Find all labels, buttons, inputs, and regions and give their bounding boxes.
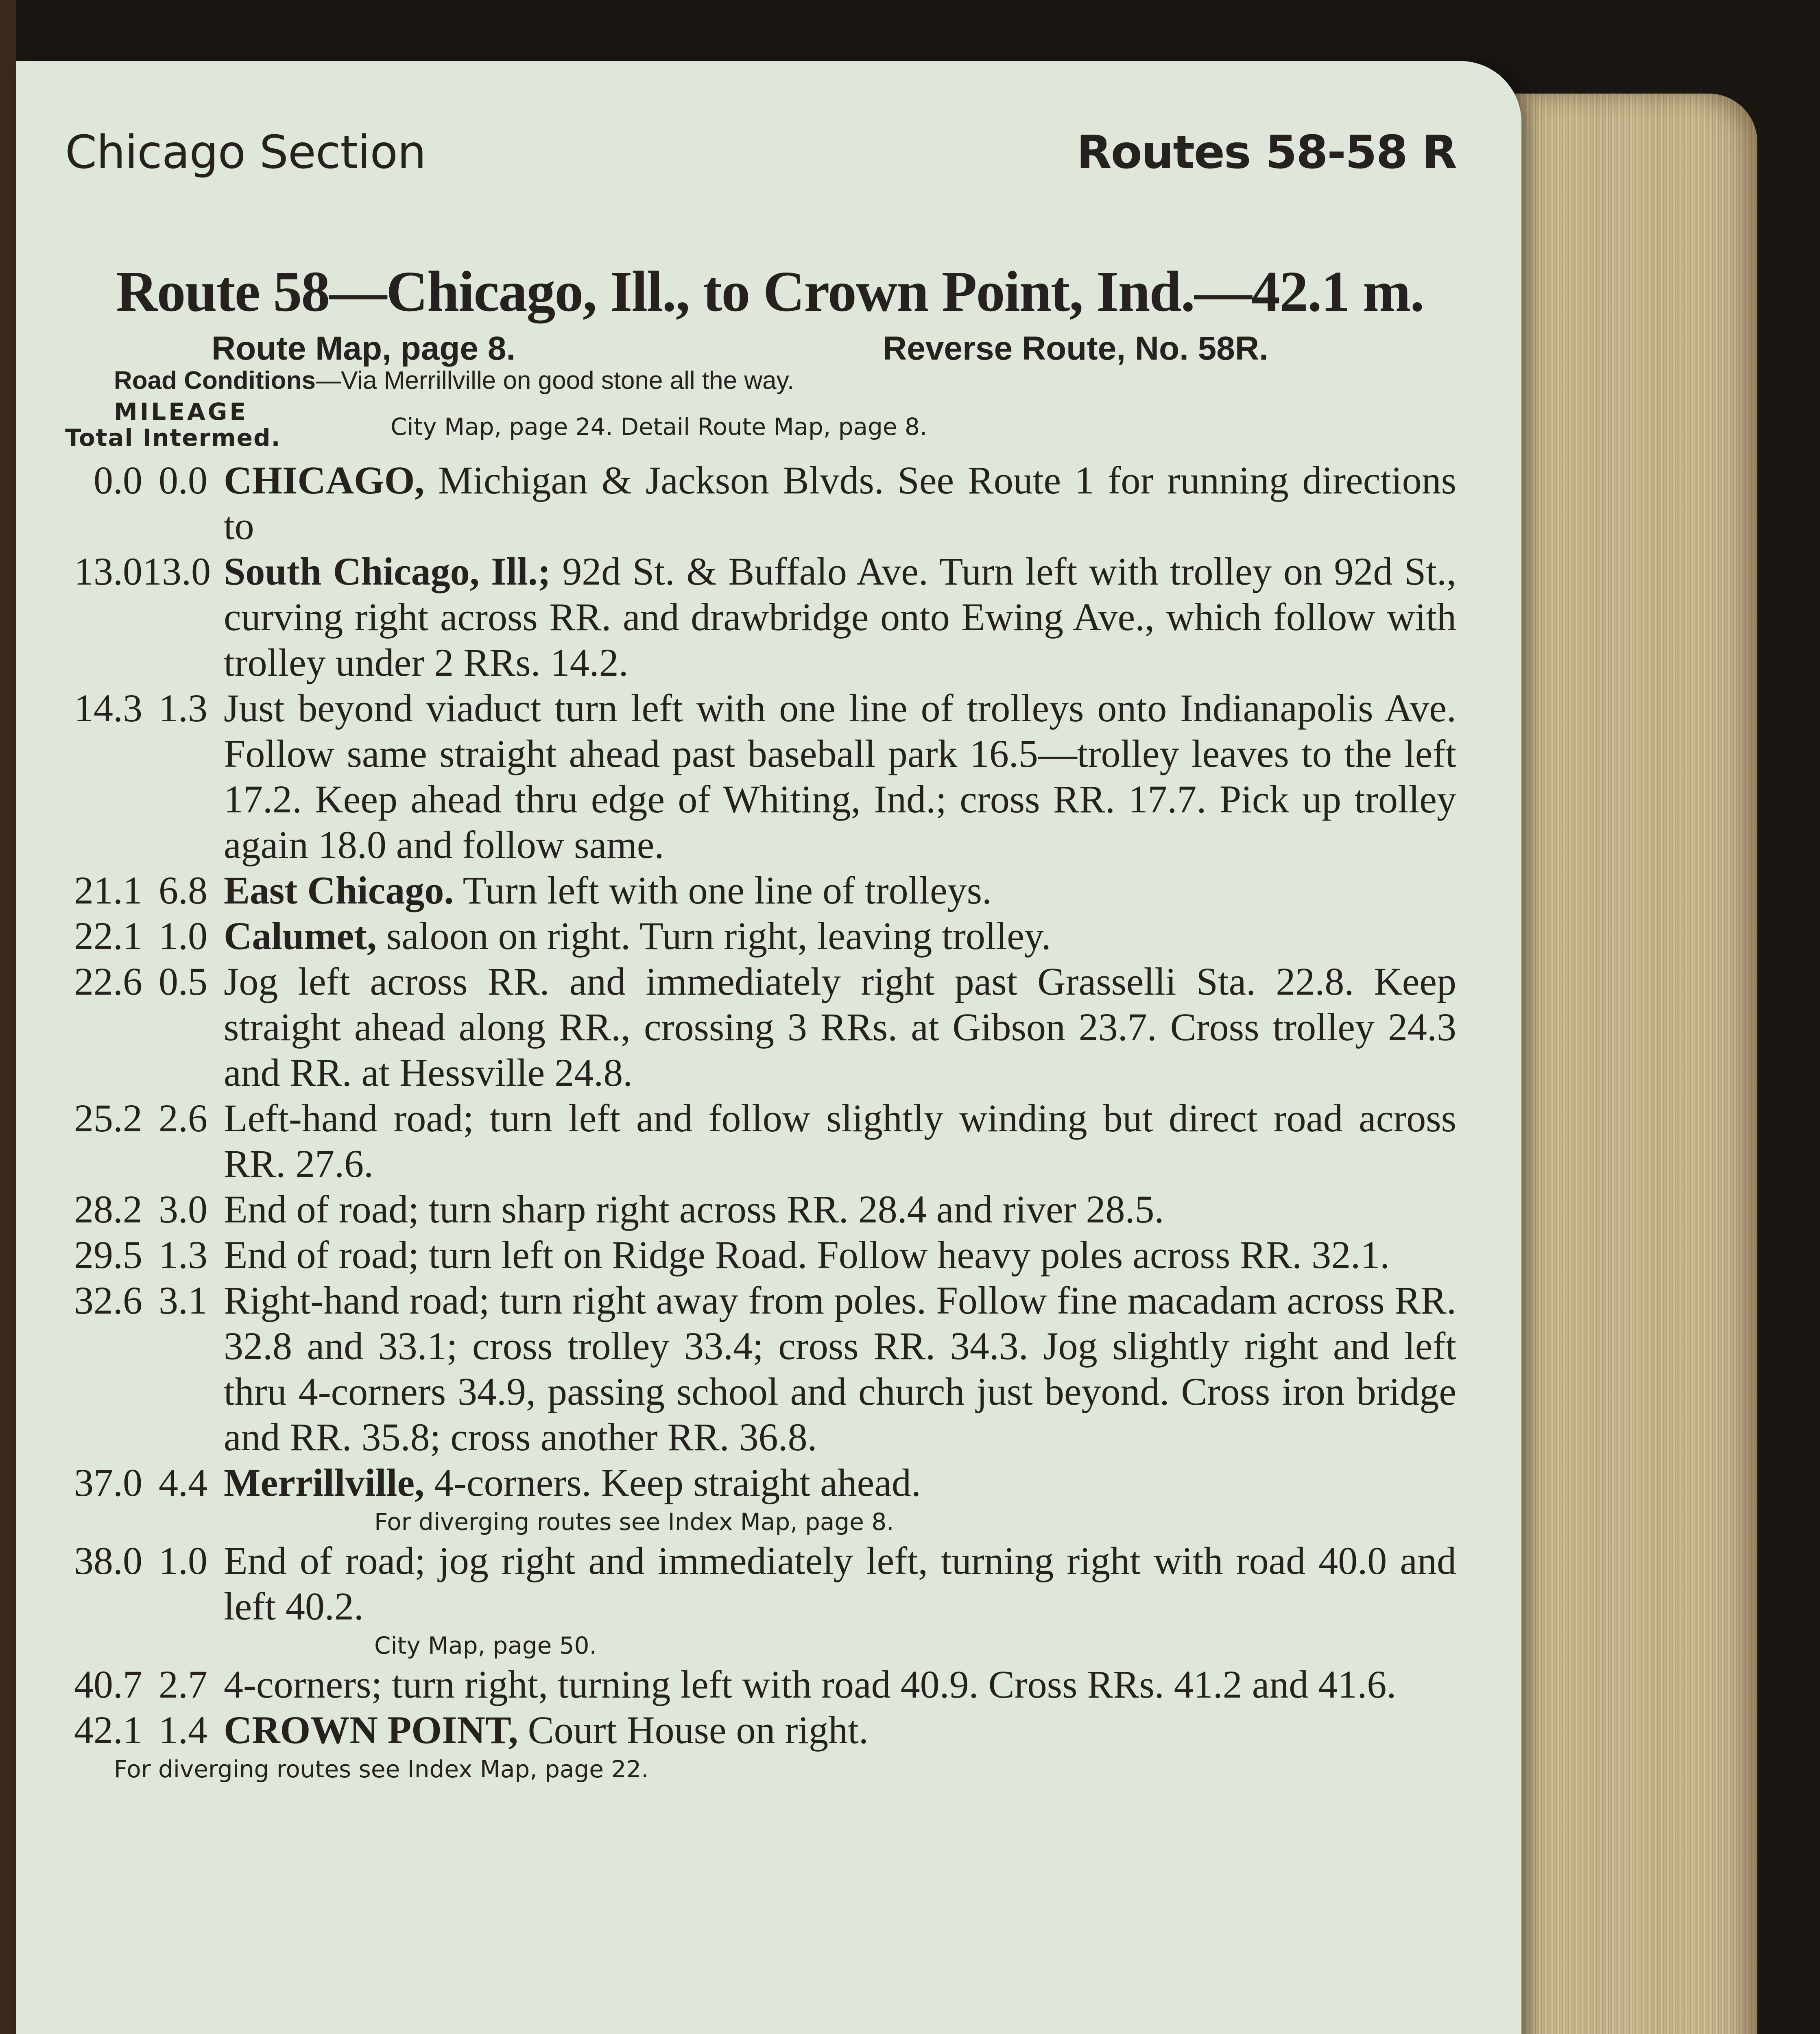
section-header: Chicago Section [65,126,426,179]
intermediate-miles: 1.0 [159,1539,207,1582]
route-58-entry [65,1096,1456,1187]
total-miles: 14.3 [74,686,142,730]
total-miles: 28.2 [74,1187,142,1231]
route-58-city-maps: City Map, page 24. Detail Route Map, page 8. [391,413,927,441]
intermediate-miles: 0.5 [159,960,207,1003]
page-edges [1481,94,1757,2034]
route-58-entry [65,959,1456,1096]
route-58-reverse-ref: Reverse Route, No. 58R. [883,330,1268,367]
intermediate-miles: 0.0 [159,458,207,502]
intermediate-miles: 1.4 [159,1708,207,1752]
entry-text: End of road; turn sharp right across RR. 28.4 and river 28.5. [224,1187,1164,1231]
route-58-entry [65,1232,1456,1278]
intermediate-miles: 3.0 [159,1187,207,1231]
total-miles: 42.1 [74,1708,142,1752]
entry-text: Jog left across RR. and immediately right past Grasselli Sta. 22.8. Keep straight ahead along RR., crossing 3 RRs. at Gibson 23.7. Cross trolley 24.3 and RR. at Hessville 24.8. [224,960,1456,1094]
entry-text: East Chicago. Turn left with one line of trolleys. [224,869,992,912]
city-map-note: City Map, page 50. [374,1632,597,1659]
route-58-entry [65,1662,1456,1707]
entry-text: Left-hand road; turn left and follow slightly winding but direct road across RR. 27.6. [224,1096,1456,1185]
intermediate-miles: 1.0 [159,914,207,958]
route-58-entry [65,1538,1456,1629]
route-58-entry [65,1187,1456,1232]
road-conditions-text: —Via Merrillville on good stone all the way. [315,367,794,395]
total-miles: 25.2 [74,1096,142,1140]
diverging-routes-note: For diverging routes see Index Map, page 8. [374,1508,894,1536]
route-58-entry [65,868,1456,913]
route-58-entry [65,1460,1456,1506]
intermediate-miles: 3.1 [159,1279,207,1322]
intermediate-miles: 4.4 [159,1461,207,1504]
entry-text: Just beyond viaduct turn left with one line of trolleys onto Indianapolis Ave. Follow same straight ahead past baseball park 16.5—trolley leaves to the left 17.2. Keep ahead thru edge of Whiting, Ind.; cross RR. 17.7. Pick up trolley again 18.0 and follow same. [224,686,1456,866]
total-miles: 32.6 [74,1279,142,1322]
route-58-title: Route 58—Chicago, Ill., to Crown Point, Ind.—42.1 m. [116,259,1424,323]
mileage-label: MILEAGE [114,398,248,426]
entry-text: CHICAGO, Michigan & Jackson Blvds. See Route 1 for running directions to [224,458,1456,548]
road-conditions-label: Road Conditions [114,367,316,395]
intermediate-miles: 13.0 [142,550,211,593]
intermediate-miles: 1.3 [159,1233,207,1277]
intermediate-miles: 2.7 [159,1663,207,1706]
total-intermed-label: Total Intermed. [65,424,281,452]
total-miles: 29.5 [74,1233,142,1277]
total-miles: 22.1 [74,914,142,958]
entry-text: South Chicago, Ill.; 92d St. & Buffalo Ave. Turn left with trolley on 92d St., curving right across RR. and drawbridge onto Ewing Ave., which follow with trolley under 2 RRs. 14.2. [224,550,1456,684]
book-spine [0,0,16,2034]
total-miles: 40.7 [74,1663,142,1706]
total-miles: 38.0 [74,1539,142,1582]
route-58-entry [65,913,1456,959]
intermediate-miles: 2.6 [159,1096,207,1140]
intermediate-miles: 1.3 [159,686,207,730]
total-miles: 21.1 [74,869,142,912]
entry-text: CROWN POINT, Court House on right. [224,1708,869,1752]
total-miles: 0.0 [94,458,142,502]
route-58-entry [65,458,1456,549]
route-58-entry [65,685,1456,868]
route-58-entry [65,1278,1456,1460]
entry-text: End of road; jog right and immediately left, turning right with road 40.0 and left 40.2. [224,1539,1456,1628]
diverging-routes-note: For diverging routes see Index Map, page 22. [114,1755,649,1783]
route-58-mileage-header [65,399,281,451]
intermediate-miles: 6.8 [159,869,207,912]
routes-header: Routes 58-58 R [1076,126,1456,179]
entry-text: End of road; turn left on Ridge Road. Follow heavy poles across RR. 32.1. [224,1233,1390,1277]
book-page [16,61,1521,2034]
entry-text: Calumet, saloon on right. Turn right, leaving trolley. [224,914,1051,958]
total-miles: 13.0 [74,550,142,593]
entry-text: Right-hand road; turn right away from poles. Follow fine macadam across RR. 32.8 and 33.1; cross trolley 33.4; cross RR. 34.3. Jog slightly right and left thru 4-corners 34.9, passing school and church just beyond. Cross iron bridge and RR. 35.8; cross another RR. 36.8. [224,1279,1456,1459]
total-miles: 37.0 [74,1461,142,1504]
route-58-entry [65,549,1456,685]
total-miles: 22.6 [74,960,142,1003]
route-58-road-conditions [114,366,794,395]
entry-text: 4-corners; turn right, turning left with road 40.9. Cross RRs. 41.2 and 41.6. [224,1663,1397,1706]
route-58-entry [65,1707,1456,1753]
entry-text: Merrillville, 4-corners. Keep straight ahead. [224,1461,921,1504]
route-58-map-ref: Route Map, page 8. [212,330,516,367]
route-58-entries [65,458,1456,1785]
